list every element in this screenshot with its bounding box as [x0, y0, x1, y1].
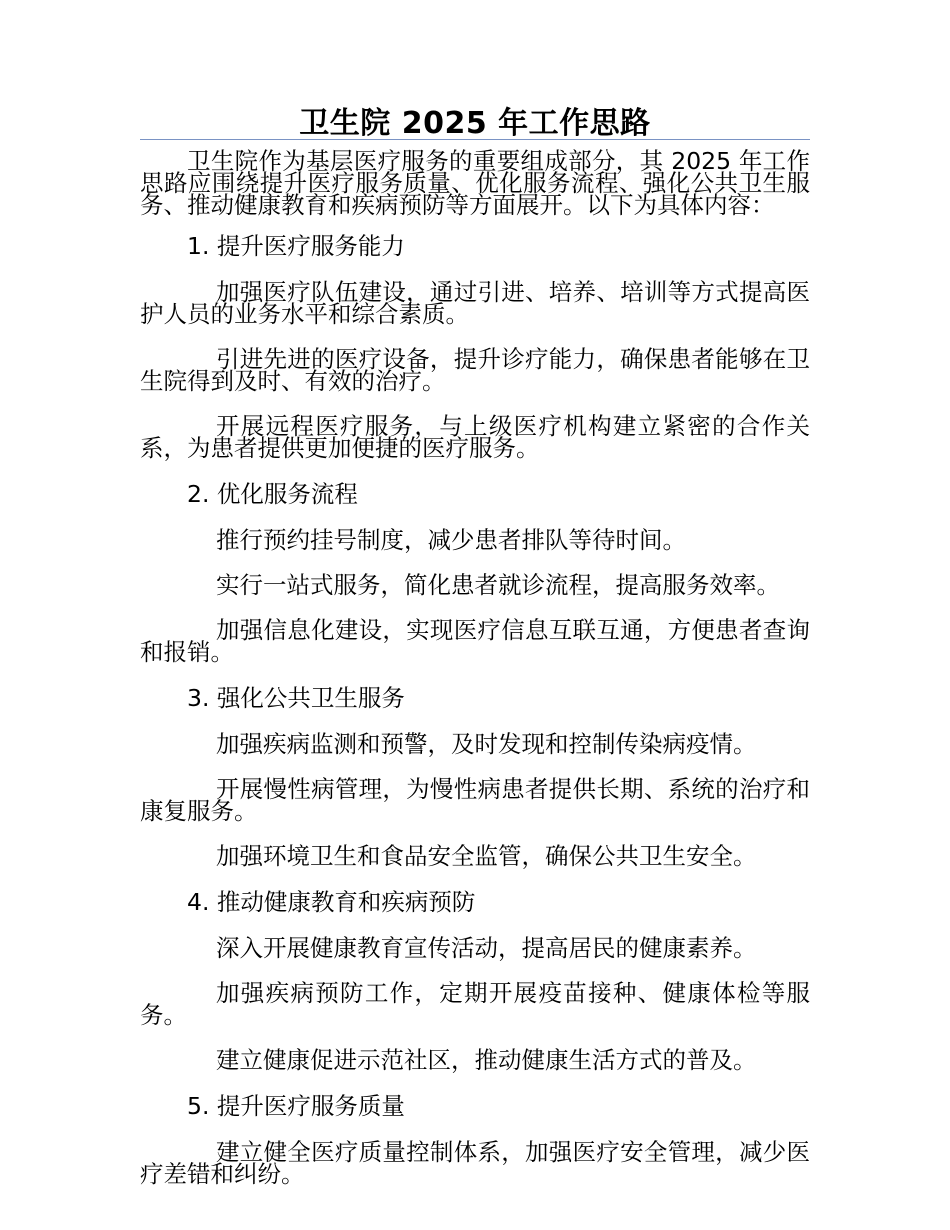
- section-heading-4: 4. 推动健康教育和疾病预防: [187, 888, 476, 916]
- section-2-paragraph-1: 推行预约挂号制度，减少患者排队等待时间。: [216, 526, 686, 554]
- section-2-paragraph-3: 加强信息化建设，实现医疗信息互联互通，方便患者查询和报销。: [140, 616, 810, 666]
- document-body: [140, 147, 810, 1208]
- title-underline: [140, 139, 810, 140]
- section-4-paragraph-2: 加强疾病预防工作，定期开展疫苗接种、健康体检等服务。: [140, 979, 810, 1029]
- intro-paragraph: 卫生院作为基层医疗服务的重要组成部分，其 2025 年工作思路应围绕提升医疗服务质量、优化服务流程、强化公共卫生服务、推动健康教育和疾病预防等方面展开。以下为具体内容：: [140, 147, 810, 219]
- section-3-paragraph-1: 加强疾病监测和预警，及时发现和控制传染病疫情。: [216, 730, 757, 758]
- section-heading-2: 2. 优化服务流程: [187, 480, 358, 508]
- section-heading-5: 5. 提升医疗服务质量: [187, 1092, 405, 1120]
- section-1-paragraph-2: 引进先进的医疗设备，提升诊疗能力，确保患者能够在卫生院得到及时、有效的治疗。: [140, 345, 810, 395]
- section-1-paragraph-3: 开展远程医疗服务，与上级医疗机构建立紧密的合作关系，为患者提供更加便捷的医疗服务。: [140, 412, 810, 462]
- section-3-paragraph-2: 开展慢性病管理，为慢性病患者提供长期、系统的治疗和康复服务。: [140, 775, 810, 825]
- section-5-paragraph-1: 建立健全医疗质量控制体系，加强医疗安全管理，减少医疗差错和纠纷。: [140, 1138, 810, 1188]
- document-title: 卫生院 2025 年工作思路: [299, 106, 651, 141]
- section-3-paragraph-3: 加强环境卫生和食品安全监管，确保公共卫生安全。: [216, 842, 757, 870]
- section-2-paragraph-2: 实行一站式服务，简化患者就诊流程，提高服务效率。: [216, 571, 780, 599]
- section-4-paragraph-3: 建立健康促进示范社区，推动健康生活方式的普及。: [216, 1046, 757, 1074]
- section-heading-3: 3. 强化公共卫生服务: [187, 684, 405, 712]
- section-heading-1: 1. 提升医疗服务能力: [187, 232, 405, 260]
- section-1-paragraph-1: 加强医疗队伍建设，通过引进、培养、培训等方式提高医护人员的业务水平和综合素质。: [140, 278, 810, 328]
- section-4-paragraph-1: 深入开展健康教育宣传活动，提高居民的健康素养。: [216, 934, 757, 962]
